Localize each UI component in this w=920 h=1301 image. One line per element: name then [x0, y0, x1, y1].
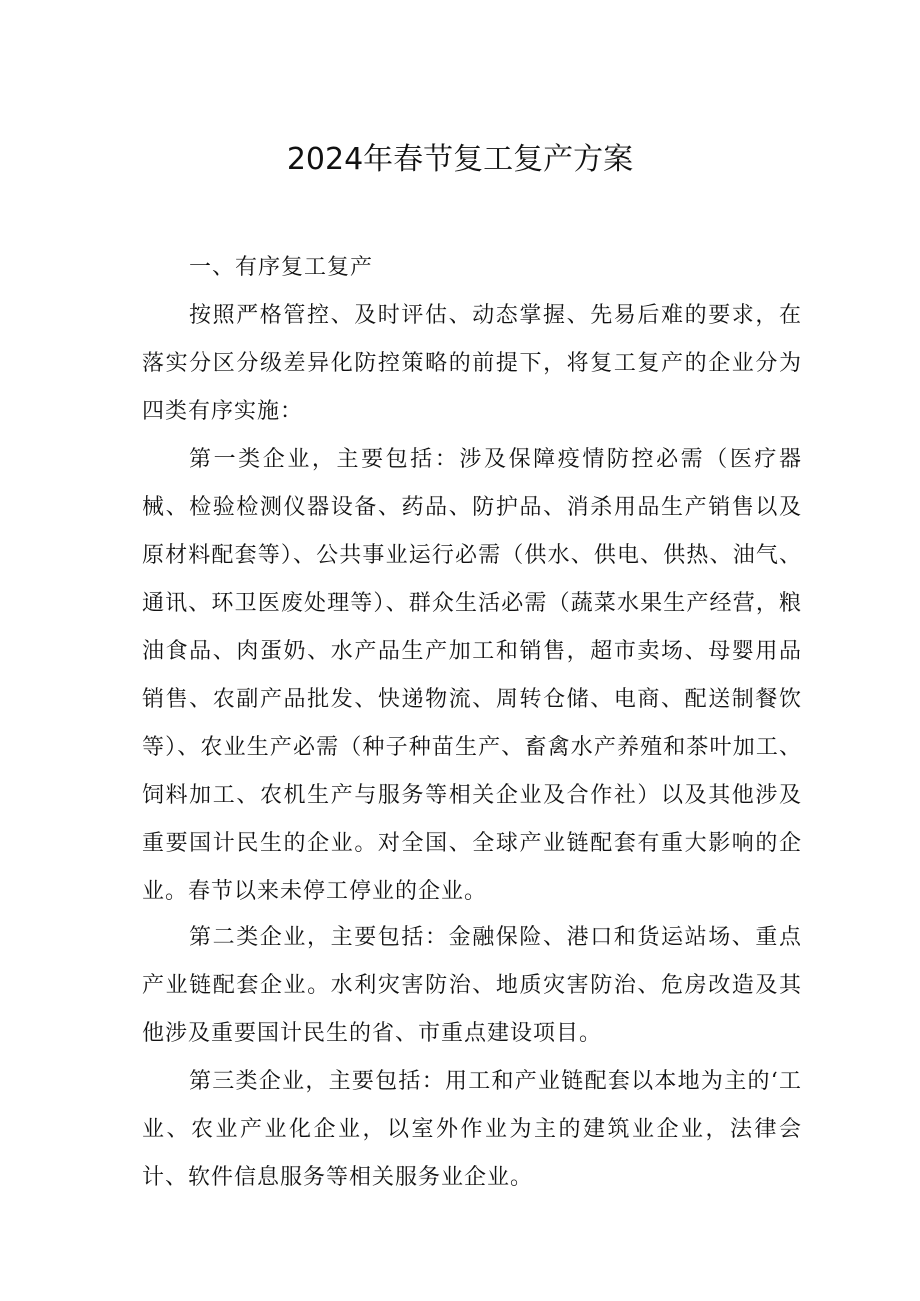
paragraph-intro: 按照严格管控、及时评估、动态掌握、先易后难的要求，在落实分区分级差异化防控策略的前提下，将复工复产的企业分为四类有序实施： — [142, 303, 802, 424]
paragraph-category-one: 第一类企业，主要包括：涉及保障疫情防控必需（医疗器械、检验检测仪器设备、药品、防护品、消杀用品生产销售以及原材料配套等）、公共事业运行必需（供水、供电、供热、油气、通讯、环卫医废处理等）、群众生活必需（蔬菜水果生产经营，粮油食品、肉蛋奶、水产品生产加工和销售，超市卖场、母婴用品销售、农副产品批发、快递物流、周转仓储、电商、配送制餐饮等）、农业生产必需（种子种苗生产、畜禽水产养殖和茶叶加工、饲料加工、农机生产与服务等相关企业及合作社）以及其他涉及重要国计民生的企业。对全国、全球产业链配套有重大影响的企业。春节以来未停工停业的企业。 — [142, 447, 802, 904]
section-heading: 一、有序复工复产 — [189, 255, 374, 280]
paragraph-category-three: 第三类企业，主要包括：用工和产业链配套以本地为主的‘工业、农业产业化企业，以室外作业为主的建筑业企业，法律会计、软件信息服务等相关服务业企业。 — [142, 1069, 802, 1190]
document-title: 2024年春节复工复产方案 — [286, 142, 634, 177]
paragraph-category-two: 第二类企业，主要包括：金融保险、港口和货运站场、重点产业链配套企业。水利灾害防治、地质灾害防治、危房改造及其他涉及重要国计民生的省、市重点建设项目。 — [142, 925, 802, 1046]
